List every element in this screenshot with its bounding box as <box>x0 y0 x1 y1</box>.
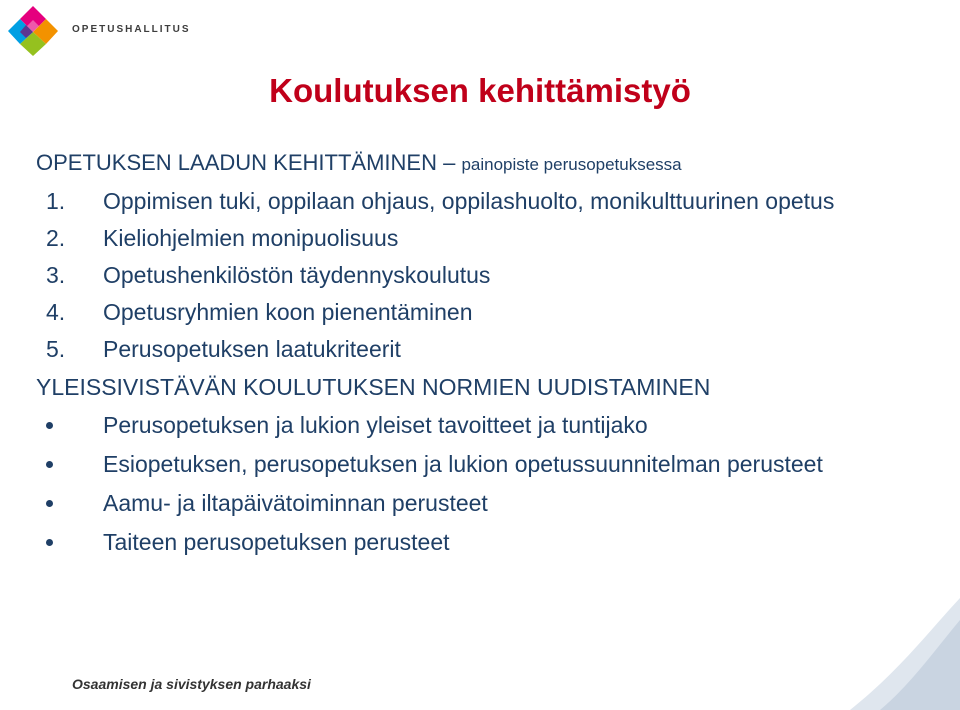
list-item <box>36 296 926 328</box>
list-item-text: Opetushenkilöstön täydennyskoulutus <box>103 262 491 288</box>
corner-swoosh-decoration <box>810 590 960 710</box>
list-item-text: Kieliohjelmien monipuolisuus <box>103 225 399 251</box>
bullet-item <box>36 487 926 519</box>
bullet-icon <box>46 422 53 429</box>
list-number: 1. <box>46 188 66 214</box>
footer-slogan: Osaamisen ja sivistyksen parhaaksi <box>72 676 311 692</box>
section-heading-quality <box>36 148 926 180</box>
bullet-item <box>36 526 926 558</box>
org-name: OPETUSHALLITUS <box>72 24 191 35</box>
slide-title: Koulutuksen kehittämistyö <box>269 72 691 109</box>
bullet-icon <box>46 539 53 546</box>
list-item <box>36 185 926 217</box>
list-item-text: Perusopetuksen laatukriteerit <box>103 336 401 362</box>
section-heading-norms: YLEISSIVISTÄVÄN KOULUTUKSEN NORMIEN UUDISTAMINEN <box>36 374 711 400</box>
bullet-item <box>36 448 926 480</box>
section-heading-text: OPETUKSEN LAADUN KEHITTÄMINEN – <box>36 150 456 175</box>
list-item <box>36 259 926 291</box>
bullet-icon <box>46 461 53 468</box>
bullet-item-text: Esiopetuksen, perusopetuksen ja lukion opetussuunnitelman perusteet <box>103 451 823 477</box>
list-item <box>36 222 926 254</box>
list-number: 5. <box>46 336 66 362</box>
list-item-text: Oppimisen tuki, oppilaan ohjaus, oppilashuolto, monikulttuurinen opetus <box>103 188 835 214</box>
bullet-list <box>36 409 926 558</box>
list-item <box>36 333 926 365</box>
bullet-item <box>36 409 926 441</box>
bullet-icon <box>46 500 53 507</box>
numbered-list <box>36 185 926 365</box>
list-item-text: Opetusryhmien koon pienentäminen <box>103 299 473 325</box>
list-number: 4. <box>46 299 66 325</box>
bullet-item-text: Aamu- ja iltapäivätoiminnan perusteet <box>103 490 488 516</box>
bullet-item-text: Taiteen perusopetuksen perusteet <box>103 529 450 555</box>
slide-content <box>36 148 926 558</box>
list-number: 3. <box>46 262 66 288</box>
diamond-logo-icon <box>6 4 60 58</box>
section-subheading: painopiste perusopetuksessa <box>461 155 682 174</box>
list-number: 2. <box>46 225 66 251</box>
bullet-item-text: Perusopetuksen ja lukion yleiset tavoitteet ja tuntijako <box>103 412 648 438</box>
